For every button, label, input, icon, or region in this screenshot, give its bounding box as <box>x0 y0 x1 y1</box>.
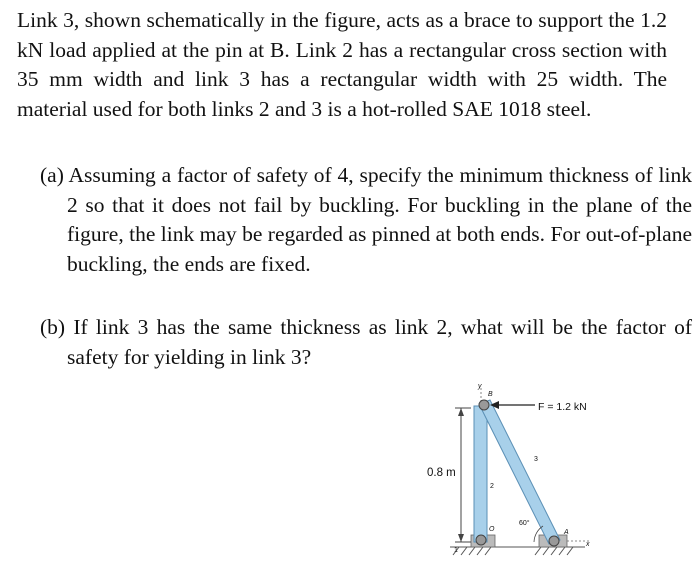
pin-a <box>549 536 559 546</box>
intro-paragraph: Link 3, shown schematically in the figure, acts as a brace to support the 1.2 kN load applied at the pin at B. Link 2 has a rectangular cross section with 35 mm width and link 3 has a rectangular width with 25 width. The material used for both links 2 and 3 is a hot-rolled SAE 1018 steel. <box>17 8 667 121</box>
part-b-text: If link 3 has the same thickness as link 2, what will be the factor of safety for yielding in link 3? <box>67 315 693 369</box>
y-axis-label: y <box>478 383 482 390</box>
pin-b <box>479 400 489 410</box>
x-axis-label: x <box>586 541 590 548</box>
height-dimension <box>455 408 471 542</box>
question-part-b <box>40 313 692 372</box>
pin-o <box>476 535 486 545</box>
angle-label: 60° <box>519 520 530 527</box>
force-label: F = 1.2 kN <box>538 401 587 413</box>
link-3-label: 3 <box>534 456 538 463</box>
height-label: 0.8 m <box>427 467 456 479</box>
point-a-label: A <box>564 529 569 536</box>
point-o-label: O <box>489 526 495 533</box>
link-2 <box>474 406 487 542</box>
part-a-text: Assuming a factor of safety of 4, specify the minimum thickness of link 2 so that it does not fail by buckling. For buckling in the plane of the figure, the link may be regarded as pinned at both ends. For out-of-plane buckling, the ends are fixed. <box>67 163 692 276</box>
point-b-label: B <box>488 391 493 398</box>
force-arrow <box>490 401 535 409</box>
ground-label: 1 <box>454 547 458 554</box>
part-b-label: (b) <box>40 315 66 339</box>
part-a-label: (a) <box>40 163 64 187</box>
brace-figure <box>415 380 610 575</box>
ground-support <box>450 547 585 555</box>
question-part-a <box>40 161 692 279</box>
link-2-label: 2 <box>490 483 494 490</box>
